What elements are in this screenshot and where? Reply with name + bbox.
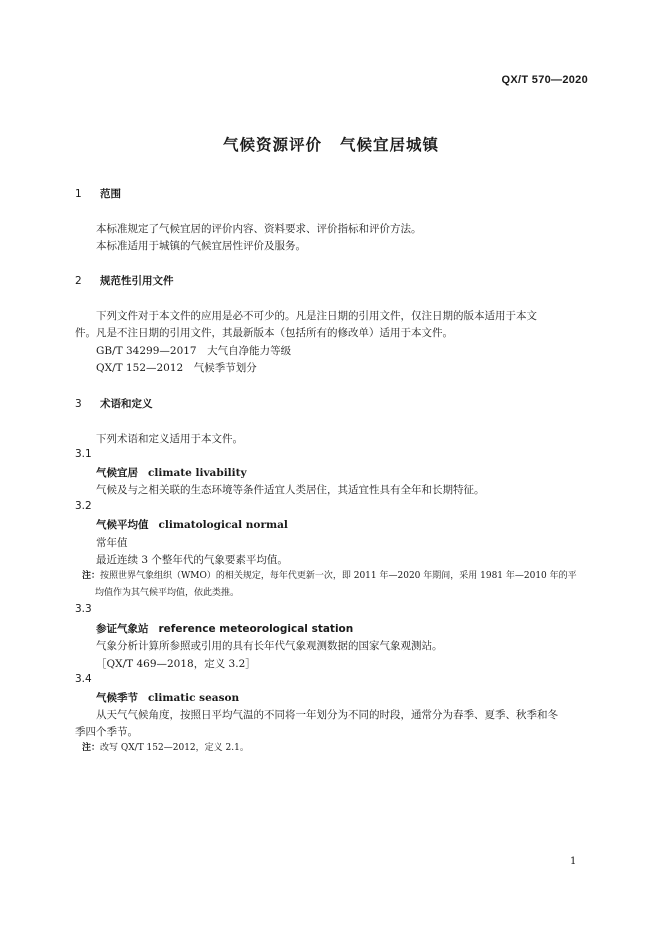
references-intro-line-2: 件。凡是不注日期的引用文件，其最新版本（包括所有的修改单）适用于本文件。 xyxy=(75,327,453,339)
term-admitted-term: 常年值 xyxy=(96,537,128,549)
term-definition-line-2: 季四个季节。 xyxy=(75,726,138,738)
term-heading: 气候季节 climatic season xyxy=(96,692,240,704)
page-title xyxy=(0,133,662,155)
references-intro-line-1: 下列文件对于本文件的应用是必不可少的。凡是注日期的引用文件，仅注日期的版本适用于本文 xyxy=(96,310,537,322)
page-number: 1 xyxy=(570,856,577,867)
term-note: 注：改写 QX/T 152—2012，定义 2.1。 xyxy=(82,743,249,753)
title-part1: 气候资源评价 xyxy=(222,136,322,154)
terms-intro: 下列术语和定义适用于本文件。 xyxy=(96,433,243,445)
term-definition: 气象分析计算所参照或引用的具有长年代气象观测数据的国家气象观测站。 xyxy=(96,640,443,652)
term-definition: 气候及与之相关联的生态环境等条件适宜人类居住，其适宜性具有全年和长期特征。 xyxy=(96,484,485,496)
term-definition-line-1: 从天气气候角度，按照日平均气温的不同将一年划分为不同的时段，通常分为春季、夏季、秋季和冬 xyxy=(96,709,558,721)
scope-paragraph-2: 本标准适用于城镇的气候宜居性评价及服务。 xyxy=(96,240,306,252)
term-definition: 最近连续 3 个整年代的气象要素平均值。 xyxy=(96,554,288,566)
scope-paragraph-1: 本标准规定了气候宜居的评价内容、资料要求、评价指标和评价方法。 xyxy=(96,223,422,235)
term-heading: 气候平均值 climatological normal xyxy=(96,519,288,531)
term-heading: 气候宜居 climate livability xyxy=(96,467,247,479)
section-heading-scope: 1 范围 xyxy=(75,188,121,200)
section-heading-terms-definitions: 3 术语和定义 xyxy=(75,398,153,410)
term-number: 3.4 xyxy=(75,673,92,685)
term-number: 3.2 xyxy=(75,500,92,512)
term-number: 3.3 xyxy=(75,603,92,615)
term-source: ［QX/T 469—2018，定义 3.2］ xyxy=(96,658,256,670)
standard-number: QX/T 570—2020 xyxy=(501,74,588,86)
reference-item: QX/T 152—2012 气候季节划分 xyxy=(96,362,257,374)
reference-item: GB/T 34299—2017 大气自净能力等级 xyxy=(96,345,292,357)
term-heading: 参证气象站 reference meteorological station xyxy=(96,623,354,635)
title-part2: 气候宜居城镇 xyxy=(340,136,440,154)
term-note: 注：按照世界气象组织（WMO）的相关规定，每年代更新一次，即 2011 年—2020 年期间，采用 1981 年—2010 年的平 均值作为其气候平均值，依此类推。 xyxy=(82,571,577,598)
section-heading-normative-references: 2 规范性引用文件 xyxy=(75,275,174,287)
term-number: 3.1 xyxy=(75,448,92,460)
